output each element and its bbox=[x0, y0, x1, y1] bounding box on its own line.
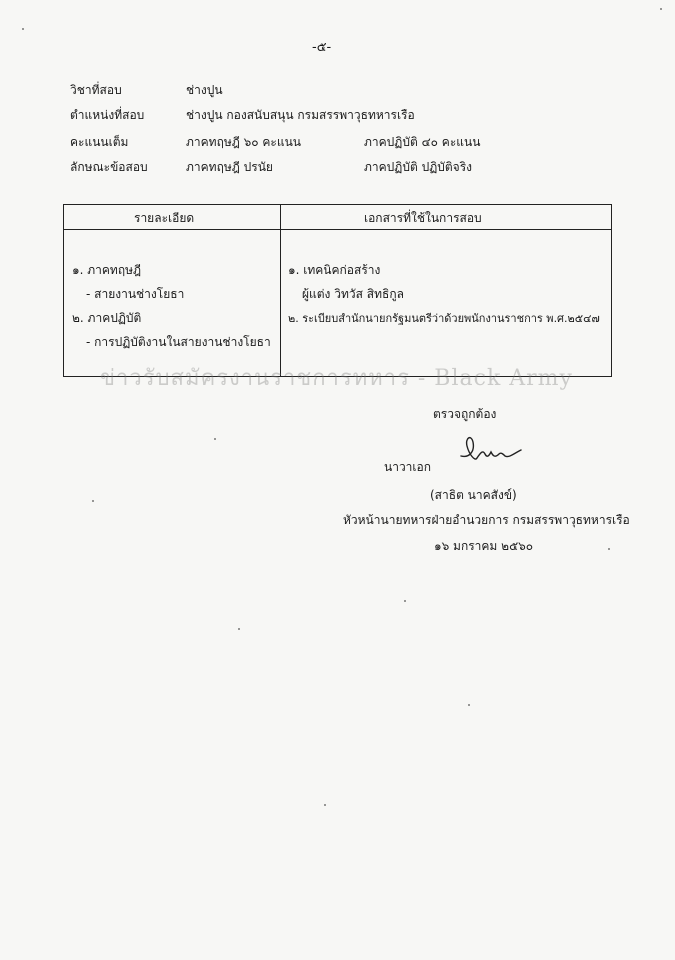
exam-table bbox=[63, 204, 612, 377]
table-row: ๑. ภาคทฤษฎี bbox=[72, 263, 142, 277]
signer-name: (สาธิต นาคสังข์) bbox=[430, 488, 517, 502]
speck bbox=[660, 8, 662, 10]
format-practice: ภาคปฏิบัติ ปฏิบัติจริง bbox=[364, 160, 472, 174]
speck bbox=[92, 500, 94, 502]
table-row: - สายงานช่างโยธา bbox=[86, 287, 185, 301]
col2-header: เอกสารที่ใช้ในการสอบ bbox=[364, 211, 482, 225]
signature-icon bbox=[455, 428, 525, 468]
page-number: -๕- bbox=[312, 40, 332, 55]
certified-text: ตรวจถูกต้อง bbox=[433, 407, 497, 421]
subject-label: วิชาที่สอบ bbox=[70, 83, 122, 97]
rank-text: นาวาเอก bbox=[384, 460, 431, 474]
watermark: ข่าวรับสมัครงานราชการทหาร - Black Army bbox=[100, 366, 573, 391]
format-theory: ภาคทฤษฎี ปรนัย bbox=[186, 160, 273, 174]
score-theory: ภาคทฤษฎี ๖๐ คะแนน bbox=[186, 135, 302, 149]
sign-date: ๑๖ มกราคม ๒๕๖๐ bbox=[434, 539, 534, 553]
speck bbox=[608, 548, 610, 550]
signer-title: หัวหน้านายทหารฝ่ายอำนวยการ กรมสรรพาวุธทหารเรือ bbox=[343, 513, 630, 527]
table-row: ๒. ระเบียบสำนักนายกรัฐมนตรีว่าด้วยพนักงานราชการ พ.ศ.๒๕๔๗ bbox=[288, 312, 600, 325]
col1-header: รายละเอียด bbox=[134, 211, 195, 225]
table-row: ๒. ภาคปฏิบัติ bbox=[72, 311, 142, 325]
table-row: ๑. เทคนิคก่อสร้าง bbox=[288, 263, 381, 277]
table-divider bbox=[280, 205, 281, 376]
score-practice: ภาคปฏิบัติ ๔๐ คะแนน bbox=[364, 135, 481, 149]
table-row: - การปฏิบัติงานในสายงานช่างโยธา bbox=[86, 335, 271, 349]
speck bbox=[404, 600, 406, 602]
format-label: ลักษณะข้อสอบ bbox=[70, 160, 148, 174]
position-label: ตำแหน่งที่สอบ bbox=[70, 108, 145, 122]
score-label: คะแนนเต็ม bbox=[70, 135, 129, 149]
speck bbox=[214, 438, 216, 440]
table-header-line bbox=[64, 229, 611, 230]
speck bbox=[468, 704, 470, 706]
table-row: ผู้แต่ง วิทวัส สิทธิกูล bbox=[302, 287, 404, 301]
position-value: ช่างปูน กองสนับสนุน กรมสรรพาวุธทหารเรือ bbox=[186, 108, 415, 122]
speck bbox=[22, 28, 24, 30]
speck bbox=[324, 804, 326, 806]
subject-value: ช่างปูน bbox=[186, 83, 223, 97]
speck bbox=[238, 628, 240, 630]
